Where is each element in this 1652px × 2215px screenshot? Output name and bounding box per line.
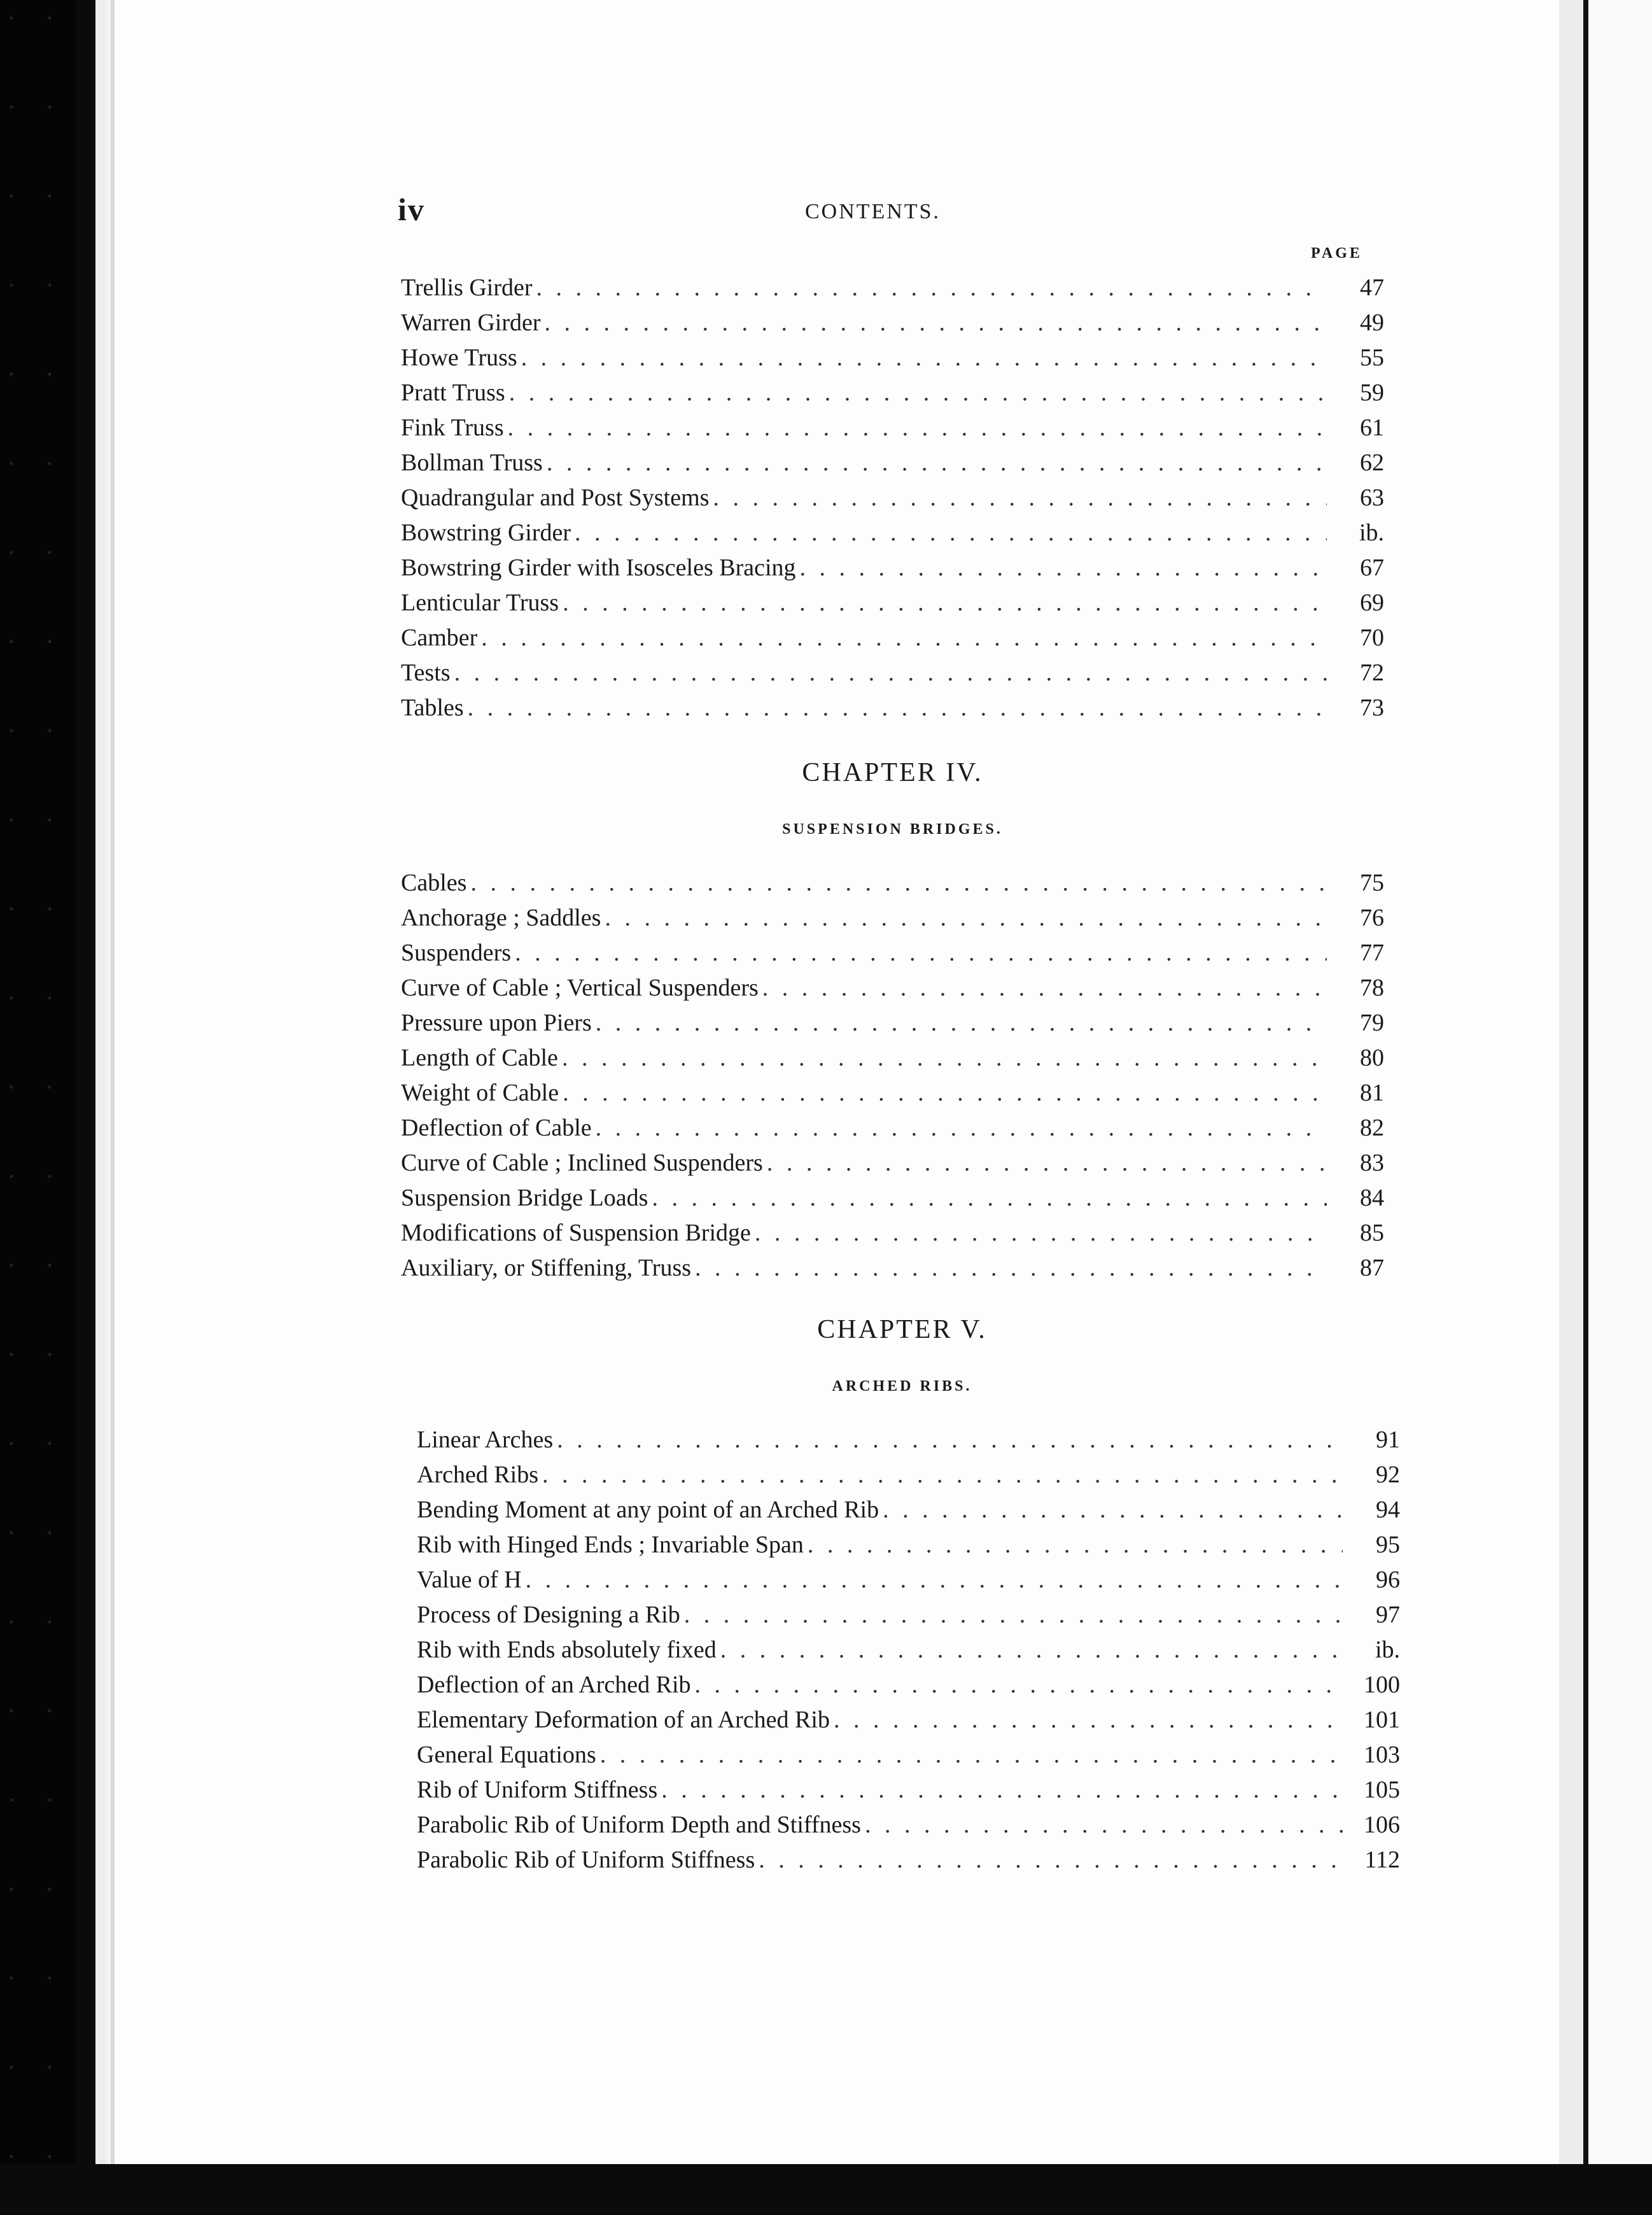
toc-entry [401,446,1384,481]
toc-entry-title: Curve of Cable ; Inclined Suspenders [401,1150,763,1176]
toc-entry-title: Deflection of Cable [401,1115,592,1141]
chapter-subtitle: ARCHED RIBS. [832,1378,972,1395]
toc-entry-title: Howe Truss [401,344,517,371]
dot-leader [547,446,1327,481]
toc-entry-title: Rib with Hinged Ends ; Invariable Span [417,1531,804,1558]
toc-entry-title: Rib of Uniform Stiffness [417,1776,658,1803]
toc-entry-title: Pratt Truss [401,379,505,406]
toc-section-1 [401,866,1384,1286]
dot-leader [575,516,1327,551]
toc-entry-title: Modifications of Suspension Bridge [401,1220,751,1246]
toc-entry [417,1528,1400,1563]
toc-entry-page: 91 [1376,1426,1400,1453]
toc-entry-page: 85 [1360,1220,1384,1246]
toc-entry-title: Rib with Ends absolutely fixed [417,1636,717,1663]
toc-section-2 [417,1423,1400,1878]
toc-entry-title: Bowstring Girder with Isosceles Bracing [401,554,796,581]
dot-leader [652,1181,1327,1216]
dot-leader [509,376,1327,411]
toc-entry-page: 63 [1360,484,1384,511]
toc-entry-title: Camber [401,624,478,651]
toc-entry-page: 94 [1376,1496,1400,1523]
dot-leader [713,481,1327,516]
toc-entry [417,1738,1400,1773]
page-header [398,191,1378,242]
toc-entry [417,1493,1400,1528]
page-number: iv [398,192,425,227]
toc-entry-page: 95 [1376,1531,1400,1558]
dot-leader [454,656,1327,691]
toc-entry [401,341,1384,376]
dot-leader [521,341,1327,376]
toc-entry-page: 100 [1364,1671,1400,1698]
toc-entry-page: 92 [1376,1461,1400,1488]
toc-entry-title: Lenticular Truss [401,589,559,616]
toc-entry [417,1843,1400,1878]
toc-entry-title: Auxiliary, or Stiffening, Truss [401,1255,692,1281]
toc-entry [417,1703,1400,1738]
toc-entry [417,1668,1400,1703]
toc-entry-page: 84 [1360,1185,1384,1211]
toc-entry [417,1808,1400,1843]
toc-entry-page: 97 [1376,1601,1400,1628]
toc-entry-page: 67 [1360,554,1384,581]
toc-entry-page: 69 [1360,589,1384,616]
toc-entry-title: Pressure upon Piers [401,1009,592,1036]
toc-entry-page: 76 [1360,904,1384,931]
toc-entry-page: 112 [1364,1846,1400,1873]
toc-entry [401,271,1384,306]
dot-leader [508,411,1327,446]
dot-leader [542,1458,1343,1493]
toc-entry [417,1563,1400,1598]
dot-leader [720,1633,1343,1668]
toc-entry-title: Parabolic Rib of Uniform Stiffness [417,1846,755,1873]
toc-entry [401,1216,1384,1251]
toc-entry-page: 101 [1364,1706,1400,1733]
toc-entry-title: Fink Truss [401,414,504,441]
toc-entry-title: Suspension Bridge Loads [401,1185,648,1211]
dot-leader [865,1808,1343,1843]
toc-entry [401,516,1384,551]
toc-entry-title: Arched Ribs [417,1461,539,1488]
toc-entry-title: Weight of Cable [401,1079,559,1106]
toc-entry [401,1041,1384,1076]
toc-entry-title: Suspenders [401,939,512,966]
toc-entry [401,936,1384,971]
toc-entry-page: 70 [1360,624,1384,651]
toc-entry [417,1423,1400,1458]
dot-leader [563,1076,1327,1111]
toc-entry-title: Tables [401,694,464,721]
dot-leader [767,1146,1327,1181]
toc-entry [401,586,1384,621]
chapter-heading: CHAPTER IV. [802,758,983,787]
toc-entry [401,1146,1384,1181]
toc-entry [401,376,1384,411]
toc-entry-page: 105 [1364,1776,1400,1803]
toc-entry-page: 96 [1376,1566,1400,1593]
toc-entry [417,1598,1400,1633]
toc-entry-title: Deflection of an Arched Rib [417,1671,691,1698]
chapter-heading: CHAPTER V. [817,1315,987,1344]
toc-entry-title: Quadrangular and Post Systems [401,484,710,511]
dot-leader [596,1006,1327,1041]
toc-entry-title: General Equations [417,1741,596,1768]
dot-leader [563,586,1327,621]
toc-entry-page: 77 [1360,939,1384,966]
dot-leader [536,271,1327,306]
toc-entry-page: 75 [1360,869,1384,896]
toc-entry-title: Parabolic Rib of Uniform Depth and Stiffness [417,1811,861,1838]
page-column-label: PAGE [1311,245,1362,262]
toc-entry-page: ib. [1375,1636,1400,1663]
toc-entry [417,1633,1400,1668]
dot-leader [605,901,1327,936]
toc-entry-page: 82 [1360,1115,1384,1141]
toc-entry-page: 83 [1360,1150,1384,1176]
toc-entry [401,411,1384,446]
toc-entry-page: 47 [1360,274,1384,301]
toc-entry [401,901,1384,936]
toc-entry [401,306,1384,341]
scan-background-bottom [0,2164,1652,2215]
dot-leader [468,691,1327,726]
dot-leader [526,1563,1343,1598]
toc-entry-title: Cables [401,869,467,896]
dot-leader [600,1738,1343,1773]
dot-leader [481,621,1327,656]
dot-leader [762,971,1327,1006]
dot-leader [800,551,1327,586]
toc-entry [401,971,1384,1006]
scan-background-left [0,0,76,2215]
dot-leader [759,1843,1343,1878]
dot-leader [470,866,1327,901]
dot-leader [596,1111,1327,1146]
toc-entry-page: 61 [1360,414,1384,441]
toc-entry-title: Warren Girder [401,309,541,336]
dot-leader [545,306,1327,341]
toc-entry-title: Bending Moment at any point of an Arched Rib [417,1496,879,1523]
dot-leader [834,1703,1343,1738]
toc-entry-title: Linear Arches [417,1426,554,1453]
toc-entry-page: 81 [1360,1079,1384,1106]
toc-entry-page: 80 [1360,1044,1384,1071]
toc-entry [417,1773,1400,1808]
dot-leader [808,1528,1343,1563]
dot-leader [515,936,1327,971]
toc-entry [401,1111,1384,1146]
toc-entry-page: 78 [1360,974,1384,1001]
toc-entry-page: ib. [1359,519,1384,546]
dot-leader [562,1041,1327,1076]
toc-entry-title: Elementary Deformation of an Arched Rib [417,1706,830,1733]
toc-entry-page: 103 [1364,1741,1400,1768]
dot-leader [883,1493,1343,1528]
toc-entry-title: Anchorage ; Saddles [401,904,601,931]
toc-entry-page: 106 [1364,1811,1400,1838]
dot-leader [695,1251,1327,1286]
toc-entry-title: Value of H [417,1566,522,1593]
toc-entry-title: Tests [401,659,451,686]
toc-entry-page: 59 [1360,379,1384,406]
toc-entry-page: 79 [1360,1009,1384,1036]
toc-entry [401,866,1384,901]
toc-entry-page: 73 [1360,694,1384,721]
chapter-subtitle: SUSPENSION BRIDGES. [782,821,1003,838]
toc-entry-page: 55 [1360,344,1384,371]
toc-entry [401,621,1384,656]
toc-entry [401,1006,1384,1041]
toc-entry [401,481,1384,516]
toc-entry-page: 72 [1360,659,1384,686]
dot-leader [661,1773,1343,1808]
toc-section-0 [401,271,1384,726]
scan-background-right [1583,0,1652,2215]
toc-entry-page: 62 [1360,449,1384,476]
dot-leader [755,1216,1327,1251]
toc-entry-title: Trellis Girder [401,274,533,301]
dot-leader [557,1423,1343,1458]
dot-leader [684,1598,1343,1633]
toc-entry [401,1181,1384,1216]
running-head: CONTENTS. [805,200,941,223]
dot-leader [695,1668,1343,1703]
toc-entry [417,1458,1400,1493]
toc-entry [401,1251,1384,1286]
toc-entry-page: 87 [1360,1255,1384,1281]
toc-entry-title: Bollman Truss [401,449,543,476]
toc-entry-title: Process of Designing a Rib [417,1601,680,1628]
toc-entry-page: 49 [1360,309,1384,336]
toc-entry-title: Curve of Cable ; Vertical Suspenders [401,974,759,1001]
toc-entry-title: Bowstring Girder [401,519,571,546]
toc-entry [401,1076,1384,1111]
toc-entry-title: Length of Cable [401,1044,558,1071]
toc-entry [401,656,1384,691]
toc-entry [401,551,1384,586]
toc-entry [401,691,1384,726]
